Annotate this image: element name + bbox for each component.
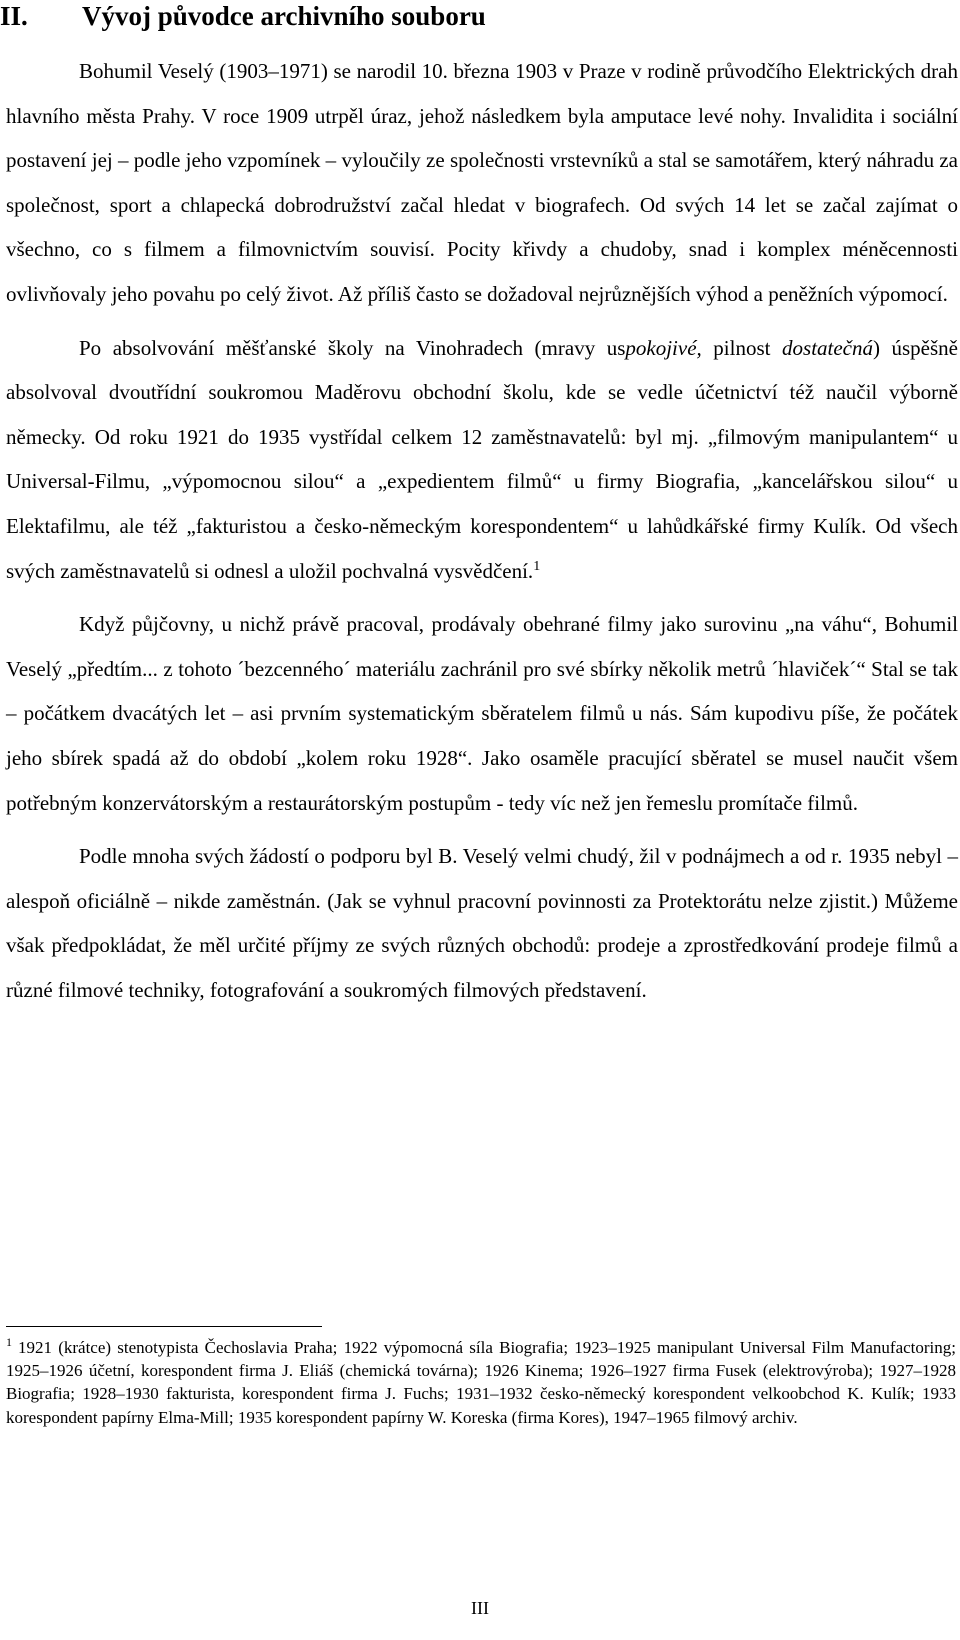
paragraph-1: Bohumil Veselý (1903–1971) se narodil 10. března 1903 v Praze v rodině průvodčího Elektrických drah hlavního města Prahy. V roce 1909 utrpěl úraz, jehož následkem byla amputace levé nohy. Invalidita i sociální postavení jej – podle jeho vzpomínek – vyloučily ze společnosti vrstevníků a stal se samotářem, který náhradu za společnost, sport a chlapecká dobrodružství začal hledat v biografech. Od svých 14 let se začal zajímat o všechno, co s filmem a filmovnictvím souvisí. Pocity křivdy a chudoby, snad i komplex méněcennosti ovlivňovaly jeho povahu po celý život. Až příliš často se dožadoval nejrůznějších výhod a peněžních výpomocí. bbox=[6, 59, 958, 306]
paragraph-2 bbox=[6, 326, 958, 594]
section-heading bbox=[0, 0, 940, 32]
paragraph-2-italic-2: dostatečná bbox=[782, 335, 873, 360]
footnote-text: 1921 (krátce) stenotypista Čechoslavia Praha; 1922 výpomocná síla Biografia; 1923–1925 manipulant Universal Film Manufactoring; 1925–1926 účetní, korespondent firma J. Eliáš (chemická továrna); 1926 Kinema; 1926–1927 firma Fusek (elektrovýroba); 1927–1928 Biografia; 1928–1930 fakturista, korespondent firma J. Fuchs; 1931–1932 česko-německý korespondent velkoobchod K. Kulík; 1933 korespondent papírny Elma-Mill; 1935 korespondent papírny W. Koreska (firma Kores), 1947–1965 filmový archiv. bbox=[6, 1338, 956, 1427]
section-title: Vývoj původce archivního souboru bbox=[82, 1, 486, 31]
paragraph-4: Podle mnoha svých žádostí o podporu byl B. Veselý velmi chudý, žil v podnájmech a od r. 1935 nebyl – alespoň oficiálně – nikde zaměstnán. (Jak se vyhnul pracovní povinnosti za Protektorátu nelze zjistit.) Můžeme však předpokládat, že měl určité příjmy ze svých různých obchodů: prodeje a zprostředkování prodeje filmů a různé filmové techniky, fotografování a soukromých filmových představení. bbox=[6, 844, 958, 1002]
paragraph-3: Když půjčovny, u nichž právě pracoval, prodávaly obehrané filmy jako surovinu „na váhu“, Bohumil Veselý „předtím... z tohoto ´bezcenného´ materiálu zachránil pro své sbírky několik metrů ´hlaviček´“ Stal se tak – počátkem dvacátých let – asi prvním systematickým sběratelem filmů u nás. Sám kupodivu píše, že počátek jeho sbírek spadá až do období „kolem roku 1928“. Jako osaměle pracující sběratel se musel naučit všem potřebným konzervátorským a restaurátorským postupům - tedy víc než jen řemeslu promítače filmů. bbox=[6, 612, 958, 815]
paragraph-2-part-2: pilnost bbox=[701, 335, 783, 360]
section-number: II. bbox=[0, 1, 28, 31]
paragraph-2-part-1: Po absolvování měšťanské školy na Vinohradech (mravy us bbox=[79, 335, 626, 360]
footnote bbox=[6, 1336, 956, 1429]
body-text bbox=[6, 49, 958, 1021]
paragraph-2-part-3: ) úspěšně absolvoval dvoutřídní soukromou Maděrovu obchodní školu, kde se vedle účetnictví též naučil výborně německy. Od roku 1921 do 1935 vystřídal celkem 12 zaměstnavatelů: byl mj. „filmovým manipulantem“ u Universal-Filmu, „výpomocnou silou“ a „expedientem filmů“ u firmy Biografia, „kancelářskou silou“ u Elektafilmu, ale též „fakturistou a česko-německým korespondentem“ u lahůdkářské firmy Kulík. Od všech svých zaměstnavatelů si odnesl a uložil pochvalná vysvědčení. bbox=[6, 335, 959, 583]
footnote-separator bbox=[6, 1326, 322, 1327]
page-number: III bbox=[471, 1598, 489, 1618]
footnote-mark: 1 bbox=[6, 1335, 12, 1350]
paragraph-2-italic-1: pokojivé, bbox=[625, 335, 702, 360]
footnote-reference: 1 bbox=[533, 558, 541, 574]
